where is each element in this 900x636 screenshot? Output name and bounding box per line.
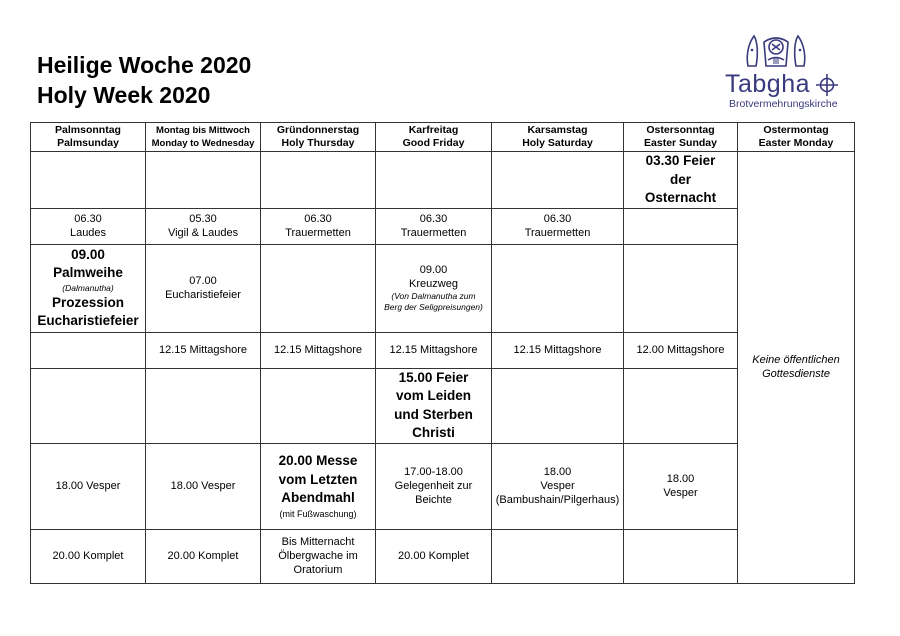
empty-cell xyxy=(624,529,738,583)
vesper-cell: 18.00 Vesper xyxy=(31,443,146,529)
title-german: Heilige Woche 2020 xyxy=(37,52,252,78)
col-easter-sunday: Ostersonntag Easter Sunday xyxy=(624,123,738,152)
empty-cell xyxy=(31,368,146,443)
page-title xyxy=(37,50,251,110)
table-row xyxy=(31,208,855,244)
laudes-cell: 06.30 Laudes xyxy=(31,208,146,244)
no-services-cell: Keine öffentlichen Gottesdienste xyxy=(738,152,855,584)
table-row xyxy=(31,332,855,368)
olberg-cell: Bis Mitternacht Ölbergwache im Oratorium xyxy=(261,529,376,583)
trauermetten-cell: 06.30 Trauermetten xyxy=(261,208,376,244)
komplet-cell: 20.00 Komplet xyxy=(146,529,261,583)
mittagshore-cell: 12.15 Mittagshore xyxy=(492,332,624,368)
vigil-cell: 05.30 Vigil & Laudes xyxy=(146,208,261,244)
mittagshore-cell: 12.00 Mittagshore xyxy=(624,332,738,368)
col-monday-wednesday: Montag bis Mittwoch Monday to Wednesday xyxy=(146,123,261,152)
mittagshore-cell: 12.15 Mittagshore xyxy=(261,332,376,368)
empty-cell xyxy=(31,332,146,368)
empty-cell xyxy=(146,368,261,443)
table-row xyxy=(31,368,855,443)
empty-cell xyxy=(261,244,376,332)
komplet-cell: 20.00 Komplet xyxy=(376,529,492,583)
table-row xyxy=(31,529,855,583)
col-easter-monday: Ostermontag Easter Monday xyxy=(738,123,855,152)
empty-cell xyxy=(31,152,146,209)
empty-cell xyxy=(261,368,376,443)
empty-cell xyxy=(492,529,624,583)
table-row xyxy=(31,152,855,209)
mittagshore-cell: 12.15 Mittagshore xyxy=(376,332,492,368)
confession-cell: 17.00-18.00 Gelegenheit zur Beichte xyxy=(376,443,492,529)
header-row xyxy=(31,123,855,152)
table-row xyxy=(31,443,855,529)
empty-cell xyxy=(492,368,624,443)
tabgha-logo xyxy=(720,30,860,112)
trauermetten-cell: 06.30 Trauermetten xyxy=(376,208,492,244)
trauermetten-cell: 06.30 Trauermetten xyxy=(492,208,624,244)
komplet-cell: 20.00 Komplet xyxy=(31,529,146,583)
easter-vigil-cell: 03.30 Feier der Osternacht xyxy=(624,152,738,209)
mittagshore-cell: 12.15 Mittagshore xyxy=(146,332,261,368)
col-palmsunday: Palmsonntag Palmsunday xyxy=(31,123,146,152)
empty-cell xyxy=(624,208,738,244)
empty-cell xyxy=(261,152,376,209)
empty-cell xyxy=(624,368,738,443)
vesper-sunday-cell: 18.00 Vesper xyxy=(624,443,738,529)
cross-icon xyxy=(816,74,838,96)
loaves-fishes-mosaic-icon xyxy=(744,30,808,68)
title-english: Holy Week 2020 xyxy=(37,82,211,108)
vesper-cell: 18.00 Vesper xyxy=(146,443,261,529)
logo-subtitle: Brotvermehrungskirche xyxy=(729,98,838,110)
empty-cell xyxy=(146,152,261,209)
kreuzweg-cell: 09.00 Kreuzweg (Von Dalmanutha zum Berg der Seligpreisungen) xyxy=(376,244,492,332)
empty-cell xyxy=(492,244,624,332)
vesper-saturday-cell: 18.00 Vesper (Bambushain/Pilgerhaus) xyxy=(492,443,624,529)
last-supper-cell: 20.00 Messe vom Letzten Abendmahl (mit Fußwaschung) xyxy=(261,443,376,529)
passion-cell: 15.00 Feier vom Leiden und Sterben Christi xyxy=(376,368,492,443)
col-holy-saturday: Karsamstag Holy Saturday xyxy=(492,123,624,152)
table-row xyxy=(31,244,855,332)
palm-procession-cell: 09.00 Palmweihe (Dalmanutha) Prozession Eucharistiefeier xyxy=(31,244,146,332)
eucharist-cell: 07.00 Eucharistiefeier xyxy=(146,244,261,332)
empty-cell xyxy=(376,152,492,209)
col-good-friday: Karfreitag Good Friday xyxy=(376,123,492,152)
logo-name: Tabgha xyxy=(725,70,811,98)
empty-cell xyxy=(492,152,624,209)
empty-cell xyxy=(624,244,738,332)
schedule-table xyxy=(30,122,855,584)
col-holy-thursday: Gründonnerstag Holy Thursday xyxy=(261,123,376,152)
